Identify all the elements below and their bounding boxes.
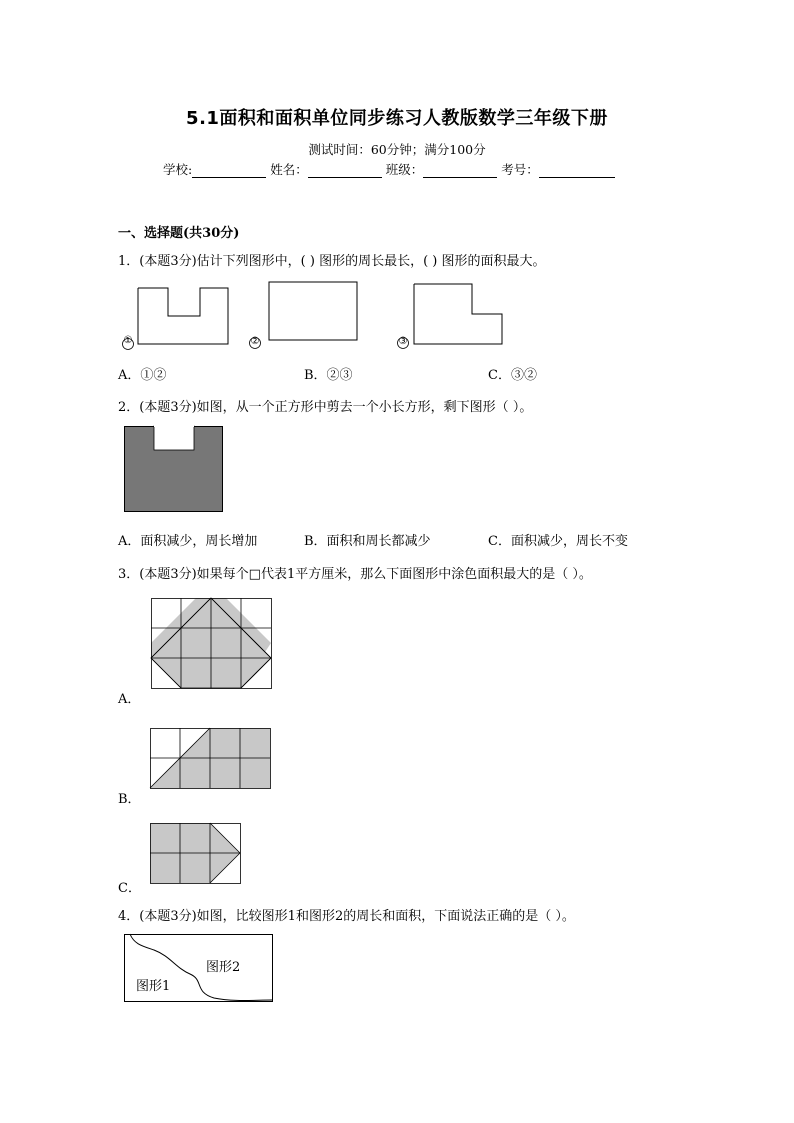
question-2-stem: 2．(本题3分)如图，从一个正方形中剪去一个小长方形，剩下图形（ ）。 — [118, 400, 533, 415]
q1-figure-3-label: ③ — [398, 336, 408, 347]
q1-option-a[interactable]: A．①② — [118, 368, 167, 383]
q3-grid-c — [150, 823, 242, 885]
student-info-fields — [163, 160, 615, 178]
question-4-stem: 4．(本题3分)如图，比较图形1和图形2的周长和面积，下面说法正确的是（ ）。 — [118, 909, 575, 924]
q1-figure-1-label: ① — [123, 335, 133, 346]
q1-option-c[interactable]: C．③② — [488, 368, 537, 383]
q2-option-a[interactable]: A．面积减少，周长增加 — [118, 534, 258, 549]
class-blank[interactable] — [423, 163, 497, 178]
question-3-stem: 3．(本题3分)如果每个□代表1平方厘米，那么下面图形中涂色面积最大的是（ ）。 — [118, 567, 592, 582]
school-blank[interactable] — [192, 163, 266, 178]
question-1-stem: 1．(本题3分)估计下列图形中，( ) 图形的周长最长，( ) 图形的面积最大。 — [118, 254, 546, 269]
class-label: 班级： — [385, 162, 424, 177]
q1-figure-3 — [394, 282, 506, 348]
section-heading: 一、选择题(共30分) — [118, 226, 240, 241]
page-title: 5.1面积和面积单位同步练习人教版数学三年级下册 — [186, 108, 608, 129]
q1-figure-2 — [246, 280, 362, 348]
q3-grid-a — [151, 598, 275, 691]
q1-figure-2-label: ② — [250, 336, 260, 347]
q1-option-b[interactable]: B．②③ — [304, 368, 353, 383]
name-blank[interactable] — [308, 163, 382, 178]
name-label: 姓名： — [270, 162, 308, 177]
q2-square-cut-figure — [124, 426, 226, 514]
q2-option-b[interactable]: B．面积和周长都减少 — [304, 534, 431, 549]
q3-option-b[interactable]: B． — [118, 792, 141, 807]
test-meta: 测试时间：60分钟；满分100分 — [308, 142, 486, 157]
q3-grid-b — [150, 728, 272, 792]
q4-divided-rectangle — [124, 934, 276, 1006]
q1-figure-1 — [120, 282, 232, 348]
school-label: 学校: — [163, 162, 193, 177]
q4-figure-2-label: 图形2 — [206, 960, 241, 975]
q3-option-c[interactable]: C． — [118, 881, 141, 896]
q3-option-a[interactable]: A． — [118, 692, 141, 707]
number-blank[interactable] — [539, 163, 615, 178]
number-label: 考号： — [501, 162, 539, 177]
q4-figure-1-label: 图形1 — [136, 979, 171, 994]
q2-option-c[interactable]: C．面积减少，周长不变 — [488, 534, 628, 549]
